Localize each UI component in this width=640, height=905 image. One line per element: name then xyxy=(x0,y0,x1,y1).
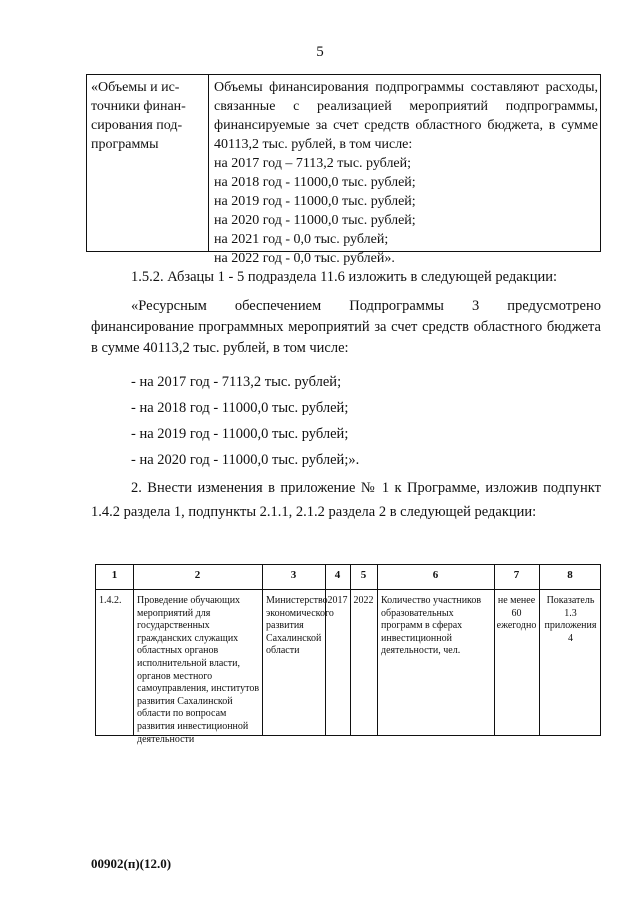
label-line: программы xyxy=(91,137,159,152)
col-divider xyxy=(133,565,134,735)
label-line: «Объемы и ис- xyxy=(91,80,180,95)
col-divider xyxy=(539,565,540,735)
label-line: точники финан- xyxy=(91,99,186,114)
column-header: 7 xyxy=(513,569,520,581)
indicator: Количество участников образовательных программ в сферах инвестиционной деятельности, чел. xyxy=(381,595,482,657)
resource-year: - на 2020 год - 11000,0 тыс. рублей;». xyxy=(131,452,360,468)
executor: Министерство экономического развития Сахалинской области xyxy=(266,595,334,657)
target-value: не менее 60 ежегодно xyxy=(496,595,537,632)
funding-year: на 2019 год - 11000,0 тыс. рублей; xyxy=(214,194,416,209)
funding-year: на 2022 год - 0,0 тыс. рублей». xyxy=(214,251,395,266)
col-divider xyxy=(325,565,326,735)
label-line: сирования под- xyxy=(91,118,183,133)
end-year: 2022 xyxy=(353,595,374,606)
funding-volume-table xyxy=(86,74,601,266)
col-divider xyxy=(377,565,378,735)
col-divider xyxy=(350,565,351,735)
resource-paragraph: «Ресурсным обеспечением Подпрограммы 3 предусмотрено финансирование программных мероприятий за счет средств областного бюджета в сумме 40113,2 тыс. рублей, в том числе: xyxy=(91,298,601,356)
column-header: 4 xyxy=(334,569,341,581)
col-divider xyxy=(262,565,263,735)
indicator-link: Показатель 1.3 приложения 4 xyxy=(544,595,597,644)
item-2-paragraph: 2. Внести изменения в приложение № 1 к Программе, изложив подпункт 1.4.2 раздела 1, подпункты 2.1.1, 2.1.2 раздела 2 в следующей редакции: xyxy=(91,480,601,520)
funding-content-cell xyxy=(214,78,598,268)
resource-year: - на 2017 год - 7113,2 тыс. рублей; xyxy=(131,374,342,390)
funding-year: на 2018 год - 11000,0 тыс. рублей; xyxy=(214,175,416,190)
funding-year: на 2020 год - 11000,0 тыс. рублей; xyxy=(214,213,416,228)
annex-table xyxy=(95,564,601,745)
row-number: 1.4.2. xyxy=(99,595,122,606)
start-year: 2017 xyxy=(327,595,348,606)
resource-year: - на 2018 год - 11000,0 тыс. рублей; xyxy=(131,400,349,416)
column-header: 2 xyxy=(194,569,201,581)
resource-year: - на 2019 год - 11000,0 тыс. рублей; xyxy=(131,426,349,442)
column-header: 1 xyxy=(111,569,118,581)
col-divider xyxy=(494,565,495,735)
funding-year: на 2021 год - 0,0 тыс. рублей; xyxy=(214,232,389,247)
funding-label-cell xyxy=(91,78,205,154)
column-header: 3 xyxy=(290,569,297,581)
column-header: 6 xyxy=(432,569,439,581)
header-separator xyxy=(96,589,600,590)
document-code: 00902(п)(12.0) xyxy=(91,856,172,871)
page-number: 5 xyxy=(316,44,324,60)
table-divider xyxy=(208,75,209,251)
funding-year: на 2017 год – 7113,2 тыс. рублей; xyxy=(214,156,412,171)
column-header: 5 xyxy=(360,569,367,581)
section-1-5-2: 1.5.2. Абзацы 1 - 5 подраздела 11.6 изложить в следующей редакции: xyxy=(131,269,558,285)
funding-intro: Объемы финансирования подпрограммы составляют расходы, связанные с реализацией мероприятий подпрограммы, финансируемые за счет средств областного бюджета, в сумме 40113,2 тыс. рублей, в том числе: xyxy=(214,80,598,152)
event-name: Проведение обучающих мероприятий для государственных гражданских служащих областных органов исполнительной власти, органов местного самоуправления, институтов развития Сахалинской области по вопросам развития инвестиционной деятельности xyxy=(137,595,260,745)
column-header: 8 xyxy=(567,569,573,581)
